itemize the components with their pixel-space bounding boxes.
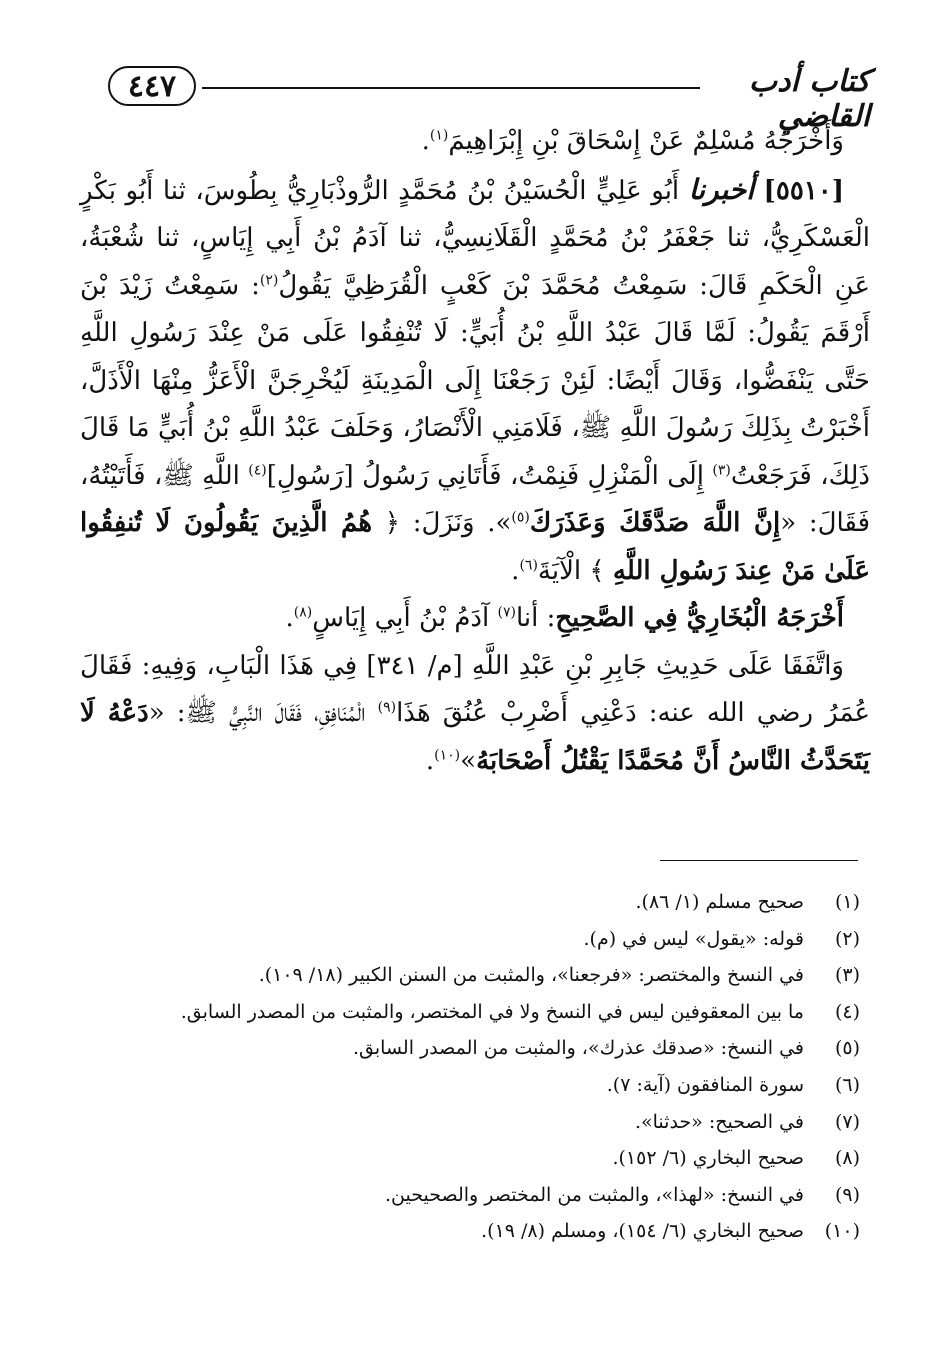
footnote-ref: (١٠) <box>434 746 461 763</box>
footnote-number: (٥) <box>834 1037 860 1060</box>
page-header <box>108 62 870 134</box>
footnote-text: صحيح البخاري (٦/ ١٥٢). <box>612 1147 804 1170</box>
footnote-item <box>90 1030 860 1067</box>
footnote-number: (٩) <box>834 1183 860 1206</box>
footnote-item <box>90 884 860 921</box>
paragraph-3 <box>80 595 870 643</box>
footnote-number: (٣) <box>834 964 860 987</box>
punctuation: . <box>425 745 435 776</box>
quran-verse: هُمُ الَّذِينَ يَقُولُونَ لَا تُنفِقُوا عَلَىٰ مَنْ عِندَ رَسُولِ اللَّهِ <box>80 508 870 586</box>
punctuation: . <box>285 603 294 633</box>
footnote-text: سورة المنافقون (آية: ٧). <box>606 1073 804 1096</box>
footnote-item <box>90 1213 860 1250</box>
main-text <box>80 118 870 785</box>
footnote-item <box>90 921 860 958</box>
footnote-number: (٢) <box>834 927 860 950</box>
paragraph-2 <box>80 166 870 596</box>
footnote-ref: (٩) <box>377 699 397 716</box>
paragraph-text: ». وَنَزَلَ: ﴿ <box>384 508 512 538</box>
footnote-item <box>90 994 860 1031</box>
prophetic-quote: إِنَّ اللَّهَ صَدَّقَكَ وَعَذَرَكَ <box>529 508 781 538</box>
punctuation: . <box>511 555 520 586</box>
footnote-number: (٦) <box>834 1073 860 1096</box>
paragraph-text: أَبُو عَلِيٍّ الْحُسَيْنُ بْنُ مُحَمَّدٍ الرُّوذْبَارِيُّ بِطُوسَ، ثنا أَبُو بَكْرٍ الْعَسْكَرِيُّ، ثنا جَعْفَرُ بْنُ مُحَمَّدٍ الْقَلَانِسِيُّ، ثنا آدَمُ بْنُ أَبِي إِيَاسٍ، ثنا شُعْبَةُ، عَنِ الْحَكَمِ قَالَ: سَمِعْتُ مُحَمَّدَ بْنَ كَعْبٍ الْقُرَظِيَّ يَقُولُ <box>80 175 870 301</box>
footnote-item <box>90 957 860 994</box>
paragraph-text: » <box>460 745 477 776</box>
source-reference: أَخْرَجَهُ الْبُخَارِيُّ فِي الصَّحِيحِ <box>555 603 844 633</box>
footnote-ref: (١) <box>429 127 449 144</box>
footnote-text: في النسخ: «صدقك عذرك»، والمثبت من المصدر السابق. <box>353 1037 804 1060</box>
akhbarana-keyword: أخبرنا <box>688 172 755 206</box>
footnote-text: ما بين المعقوفين ليس في النسخ ولا في المختصر، والمثبت من المصدر السابق. <box>180 1000 804 1023</box>
footnote-number: (١) <box>834 891 860 913</box>
paragraph-text: اللَّهِ ﷺ، فَأَتَيْتُهُ، فَقَالَ: « <box>80 460 871 538</box>
footnote-item <box>90 1067 860 1104</box>
footnote-ref: (٨) <box>293 604 313 621</box>
header-rule <box>202 87 700 89</box>
footnote-item <box>90 1140 860 1177</box>
footnote-number: (٨) <box>834 1147 860 1170</box>
footnote-item <box>90 1104 860 1141</box>
footnote-ref: (٣) <box>712 461 731 478</box>
page-number-badge: ٤٤٧ <box>108 66 196 106</box>
paragraph-text: إِلَى الْمَنْزِلِ فَنِمْتُ، فَأَتَانِي رَسُولُ [رَسُولِ] <box>266 460 713 491</box>
footnote-ref: (٢) <box>259 271 279 288</box>
footnote-number: (٤) <box>834 1000 860 1023</box>
paragraph-text: : أنا <box>515 603 556 633</box>
footnote-text: في النسخ والمختصر: «فرجعنا»، والمثبت من السنن الكبير (١٨/ ١٠٩). <box>258 964 804 987</box>
footnote-text: صحيح مسلم (١/ ٨٦). <box>635 891 804 913</box>
paragraph-1 <box>80 118 870 166</box>
footnote-text: قوله: «يقول» ليس في (م). <box>583 927 804 950</box>
paragraph-text: وَأَخْرَجَهُ مُسْلِمٌ عَنْ إِسْحَاقَ بْنِ إِبْرَاهِيمَ <box>448 126 844 156</box>
punctuation: . <box>421 126 430 156</box>
paragraph-text: ﴾ الْآيَةَ <box>537 555 605 586</box>
prophetic-quote: دَعْهُ لَا يَتَحَدَّثُ النَّاسُ أَنَّ مُحَمَّدًا يَقْتُلُ أَصْحَابَهُ <box>80 698 870 776</box>
footnote-text: في الصحيح: «حدثنا». <box>634 1110 804 1133</box>
footnote-ref: (٧) <box>497 604 516 621</box>
paragraph-text: : سَمِعْتُ زَيْدَ بْنَ أَرْقَمَ يَقُولُ: لَمَّا قَالَ عَبْدُ اللَّهِ بْنُ أُبَيٍّ: لَا تُنْفِقُوا عَلَى مَنْ عِنْدَ رَسُولِ اللَّهِ حَتَّى يَنْفَضُّوا، وَقَالَ أَيْضًا: لَئِنْ رَجَعْنَا إِلَى الْمَدِينَةِ لَيُخْرِجَنَّ الْأَعَزُّ مِنْهَا الْأَذَلَّ، أَخْبَرْتُ بِذَلِكَ رَسُولَ اللَّهِ ﷺ، فَلَامَنِي الْأَنْصَارُ، وَحَلَفَ عَبْدُ اللَّهِ بْنُ أُبَيٍّ مَا قَالَ ذَلِكَ، فَرَجَعْتُ <box>80 270 871 491</box>
footnote-number: (٧) <box>834 1110 860 1133</box>
paragraph-4 <box>80 643 870 786</box>
footnote-ref: (٤) <box>248 461 267 478</box>
footnotes-list <box>90 884 860 1250</box>
footnote-number: (١٠) <box>824 1220 860 1243</box>
paragraph-text: الْمُنَافِقِ، فَقَالَ النَّبِيُّ ﷺ: « <box>148 698 378 728</box>
hadith-number: [٥٥١٠] <box>763 175 845 206</box>
paragraph-text: وَاتَّفَقَا عَلَى حَدِيثِ جَابِرِ بْنِ عَبْدِ اللَّهِ [م/ ٣٤١] فِي هَذَا الْبَابِ، وَفِيهِ: فَقَالَ عُمَرُ رضي الله عنه: دَعْنِي أَضْرِبْ عُنُقَ هَذَا <box>80 650 870 728</box>
footnote-ref: (٦) <box>519 556 538 573</box>
footnote-text: في النسخ: «لهذا»، والمثبت من المختصر والصحيحين. <box>385 1183 804 1206</box>
footnote-separator <box>660 860 858 861</box>
footnote-item <box>90 1177 860 1214</box>
paragraph-text: آدَمُ بْنُ أَبِي إِيَاسٍ <box>312 603 498 633</box>
footnote-text: صحيح البخاري (٦/ ١٥٤)، ومسلم (٨/ ١٩). <box>481 1220 804 1243</box>
book-title: كتاب أدب القاضي <box>748 64 870 134</box>
footnote-ref: (٥) <box>511 509 530 526</box>
